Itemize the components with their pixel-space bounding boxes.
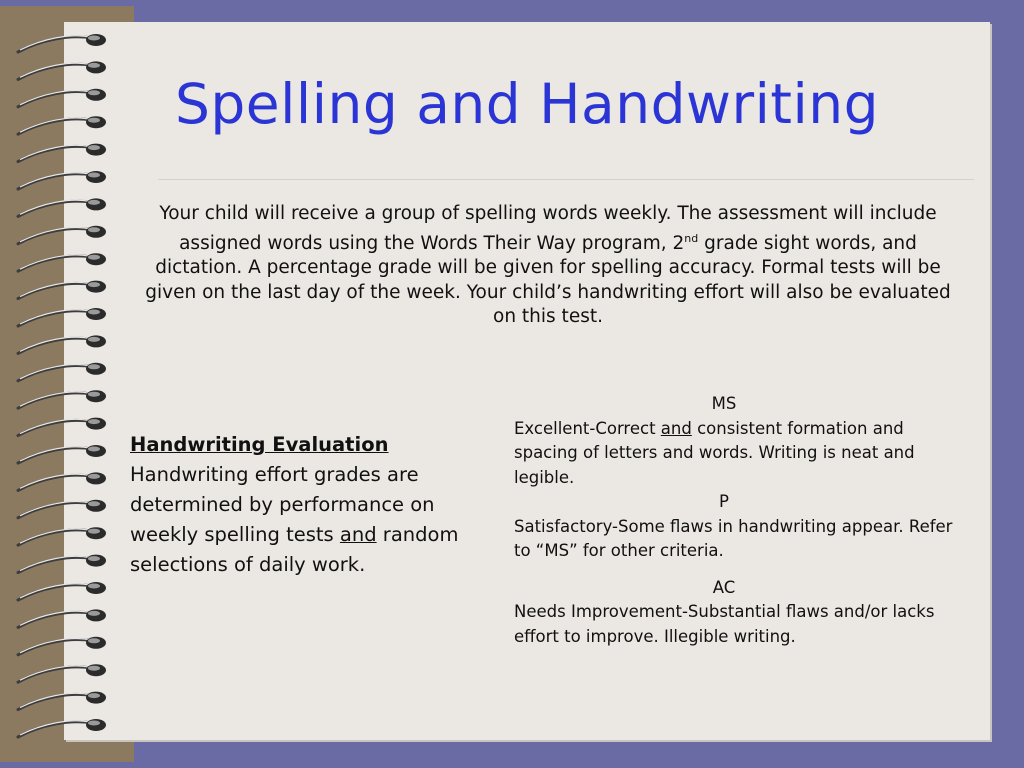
grade-desc-ms-1: Excellent-Correct (514, 418, 661, 438)
intro-text-2: grade sight words, and dictation. A percentage grade will be given for spelling accuracy. Formal tests will be given on the last day of the week. Your child’s handwriting effort will also be evaluated on this test. (145, 232, 951, 328)
binding-coil (18, 34, 106, 52)
binding-coil (18, 253, 106, 271)
title-divider (158, 179, 974, 180)
binding-coil (18, 692, 106, 710)
binding-coil (18, 445, 106, 463)
evaluation-text-1: Handwriting effort grades are determined by performance on weekly spelling tests (130, 463, 435, 546)
binding-coil (18, 144, 106, 162)
grade-scale (514, 392, 954, 649)
grade-desc-ac: Needs Improvement-Substantial flaws and/or lacks effort to improve. Illegible writing. (514, 602, 935, 646)
grade-desc-p: Satisfactory-Some flaws in handwriting appear. Refer to “MS” for other criteria. (514, 516, 953, 560)
evaluation-heading: Handwriting Evaluation (130, 433, 389, 456)
binding-coil (18, 609, 106, 627)
intro-paragraph (138, 202, 958, 330)
binding-coil (18, 500, 106, 518)
evaluation-text-2: random selections of daily work. (130, 523, 459, 576)
binding-coil (18, 390, 106, 408)
binding-coil (18, 226, 106, 244)
page-title: Spelling and Handwriting (174, 72, 880, 136)
grade-code-ac: AC (712, 577, 736, 597)
binding-coil (18, 335, 106, 353)
binding-coil (18, 418, 106, 436)
grade-desc-ms (514, 417, 954, 491)
binding-coil (18, 582, 106, 600)
binding-coil (18, 637, 106, 655)
binding-coil (18, 555, 106, 573)
binding-coil (18, 472, 106, 490)
binding-coil (18, 308, 106, 326)
binding-coil (18, 171, 106, 189)
binding-coil (18, 527, 106, 545)
binding-coil (18, 198, 106, 216)
binding-coil (18, 363, 106, 381)
binding-coil (18, 281, 106, 299)
evaluation-emphasis: and (339, 523, 377, 546)
grade-code-p: P (719, 492, 729, 511)
grade-desc-ms-2: consistent formation and spacing of letters and words. Writing is neat and legible. (514, 418, 915, 487)
grade-spacer (514, 564, 954, 576)
intro-superscript: nd (684, 231, 699, 245)
grade-desc-ms-emphasis: and (660, 418, 692, 438)
intro-text-1: Your child will receive a group of spelling words weekly. The assessment will include assigned words using the Words Their Way program, 2 (159, 203, 937, 254)
binding-coil (18, 719, 106, 737)
grade-code-ms: MS (711, 394, 737, 413)
binding-coil (18, 664, 106, 682)
handwriting-evaluation (130, 430, 490, 580)
